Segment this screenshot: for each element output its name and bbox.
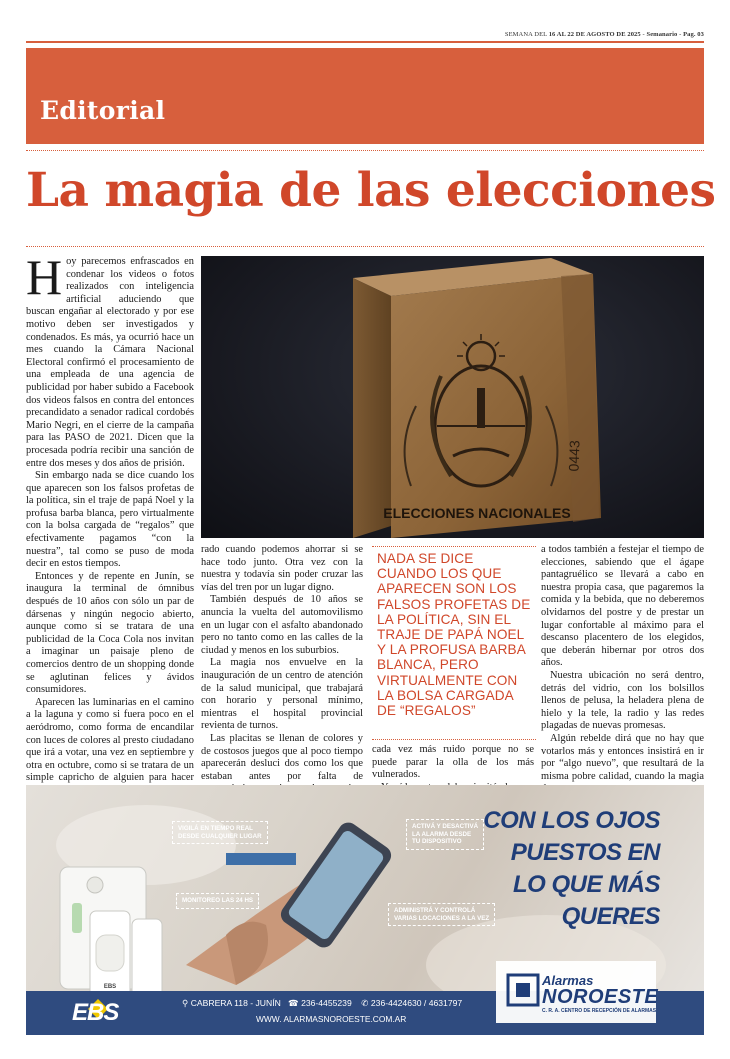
alarm-advertisement[interactable] (26, 785, 704, 1035)
ad-contact-line (182, 998, 462, 1009)
drop-cap: H (26, 249, 63, 305)
folio (505, 31, 704, 38)
article-paragraph: Sin embargo nada se dice cuando los que aparecen son los falsos profetas de la política, sin el traje de papá Noel y la profusa barba blanca, pero virtualmente con la bolsa cargada de “regalos” que efectivamente pagamos “con la nuestra”, tal como se puso de moda decir en estos tiempos. (26, 470, 194, 570)
folio-publication: Semanario (646, 31, 678, 38)
title-divider (26, 246, 704, 247)
article-paragraph: Algún rebelde dirá que no hay que votarlos más y entonces insistirá en ir por “algo nuevo”, que resultará de la misma pobre calidad, cuando la magia (541, 732, 704, 782)
ad-callout-monitoring: MONITOREO LAS 24 HS (176, 893, 259, 909)
article-column-2 (201, 544, 363, 808)
ad-phone-2[interactable]: 236-4424630 / 4631797 (370, 998, 463, 1008)
ballot-box-photo (201, 256, 704, 538)
folio-separator: - (677, 31, 684, 38)
ad-callout-realtime: VIGILÁ EN TIEMPO REAL DESDE CUALQUIER LUGAR (172, 821, 268, 844)
ad-phone-1[interactable]: 236-4455239 (301, 998, 352, 1008)
ballot-box-illustration (201, 256, 704, 538)
ad-callout-activate: ACTIVÁ Y DESACTIVÁ LA ALARMA DESDE TU DISPOSITIVO (406, 819, 484, 850)
ballot-box-text: ELECCIONES NACIONALES (383, 505, 571, 521)
ad-headline-line-2: PUESTOS EN (510, 839, 660, 866)
article-column-4 (541, 544, 704, 796)
ad-headline-line-1: CON LOS OJOS (483, 807, 660, 834)
article-paragraph: Nuestra ubicación no será dentro, detrás del vidrio, con los bolsillos llenos de pelusa, la heladera plena de hielo y la tele, la radio y las redes plagadas de nuevas promesas. (541, 669, 704, 732)
ad-address: CABRERA 118 - JUNÍN (190, 998, 281, 1008)
section-divider (26, 150, 704, 151)
ad-callout-locations: ADMINISTRÁ Y CONTROLÁ VARIAS LOCACIONES A LA VEZ (388, 903, 495, 926)
article-paragraph: Las placitas se llenan de colores y de costosos juegos que al poco tiempo aparecerán desluci dos como los que estaban antes por falta de (201, 732, 363, 782)
sensor-label: EBS (103, 984, 117, 990)
folio-separator: - (640, 31, 647, 38)
ad-headline-line-4: QUERES (561, 903, 660, 930)
alarmas-noroeste-logo[interactable] (542, 974, 658, 1014)
pullquote-rule-bottom (372, 739, 536, 740)
ad-website[interactable]: WWW. ALARMASNOROESTE.COM.AR (256, 1014, 407, 1024)
ad-headline-line-3: LO QUE MÁS (512, 871, 660, 898)
article-title: La magia de las elecciones (26, 163, 716, 218)
article-paragraph: La magia nos envuelve en la inauguración de un centro de atención de la salud municipal, que trabajará con horario y personal mínimo, mientras el hospital provincial revienta de turnos. (201, 657, 363, 732)
phone-icon: ✆ (361, 998, 369, 1008)
folio-dates: 16 AL 22 DE AGOSTO DE 2025 (548, 31, 641, 38)
article-paragraph: Entonces y de repente en Junín, se inaugura la terminal de ómnibus después de 10 años con sólo un par de dársenas y ningún negocio abierto, aunque como si se tratara de una publicidad de la Coca Cola nos invitan a imaginar un paisaje pleno de comercios dentro de un shopping donde se aglutinan felices y ávidos consumidores. (26, 570, 194, 696)
folio-page: Pag. 03 (683, 31, 704, 38)
article-paragraph: Hoy parecemos enfrascados en condenar los videos o fotos realizados con inteligencia artificial aduciendo que buscan engañar al electorado y por ese motivo deben ser investigados y condenados. Es más, ya ocurrió hace un mes cuando la Cámara Nacional Electoral confirmó el procesamiento de una empleada de una agencia de publicidad por haber subido a Facebook dos videos falsos en contra del entonces precandidato a senador radical cordobés Mario Negri, en el cierre de la campaña para las PASO de 2021. Dicen que la procesada podría recibir una sanción de entre dos meses y dos años de prisión. (26, 249, 194, 469)
logo-brand-main: NOROESTE (542, 986, 659, 1008)
section-label: Editorial (40, 96, 166, 125)
logo-brand-top: Alarmas (542, 973, 594, 988)
article-paragraph: Aparecen las luminarias en el camino a la laguna y como si fuera poco en el aeródromo, como forma de encandilar con luces de colores al presto ciudadano que irá a votar, una vez en septiembre y otra en octubre, como si se tratara de un simple capricho de alguien para hacer (26, 696, 194, 784)
article-paragraph: También después de 10 años se anuncia la vuelta del automovilismo en un lugar con el asfalto abandonado pero no tanto como en las calles de la ciudad y menos en los suburbios. (201, 594, 363, 656)
ballot-box-number: 0443 (565, 439, 583, 472)
header-rule (26, 41, 704, 43)
article-paragraph: rado cuando podemos ahorrar si se hace todo junto. Otra vez con la nuestra y todavía sin poder cruzar las vías del tren por un lugar digno. (201, 544, 363, 593)
article-paragraph: a todos también a festejar el tiempo de elecciones, sabiendo que el ágape pantagruélico se llevará a cabo en nuestra propia casa, que pagaremos la comida y la bebida, que no deberemos olvidarnos del postre y de prestar un lugar confortable al máximo para el descanso placentero de los elegidos, que deberán hibernar por otros dos años. (541, 544, 704, 669)
section-band (26, 48, 704, 144)
article-paragraph: cada vez más ruido porque no se puede parar la olla de los más vulnerados. (372, 744, 534, 781)
logo-brand-sub: C. R. A. CENTRO DE RECEPCIÓN DE ALARMAS (542, 1008, 657, 1014)
pullquote-rule-top (372, 546, 536, 547)
location-pin-icon: ⚲ (182, 998, 189, 1008)
folio-prefix: SEMANA DEL (504, 31, 547, 38)
whatsapp-icon: ☎ (287, 998, 299, 1008)
article-column-1 (26, 249, 194, 798)
pull-quote: NADA SE DICE CUANDO LOS QUE APARECEN SON LOS FALSOS PROFETAS DE LA POLÍTICA, SIN EL TRAJE DE PAPÁ NOEL Y LA PROFUSA BARBA BLANCA, PERO VIRTUALMENTE CON LA BOLSA CARGADA DE “REGALOS” (377, 551, 531, 719)
ebs-logo: EBS (72, 999, 119, 1026)
